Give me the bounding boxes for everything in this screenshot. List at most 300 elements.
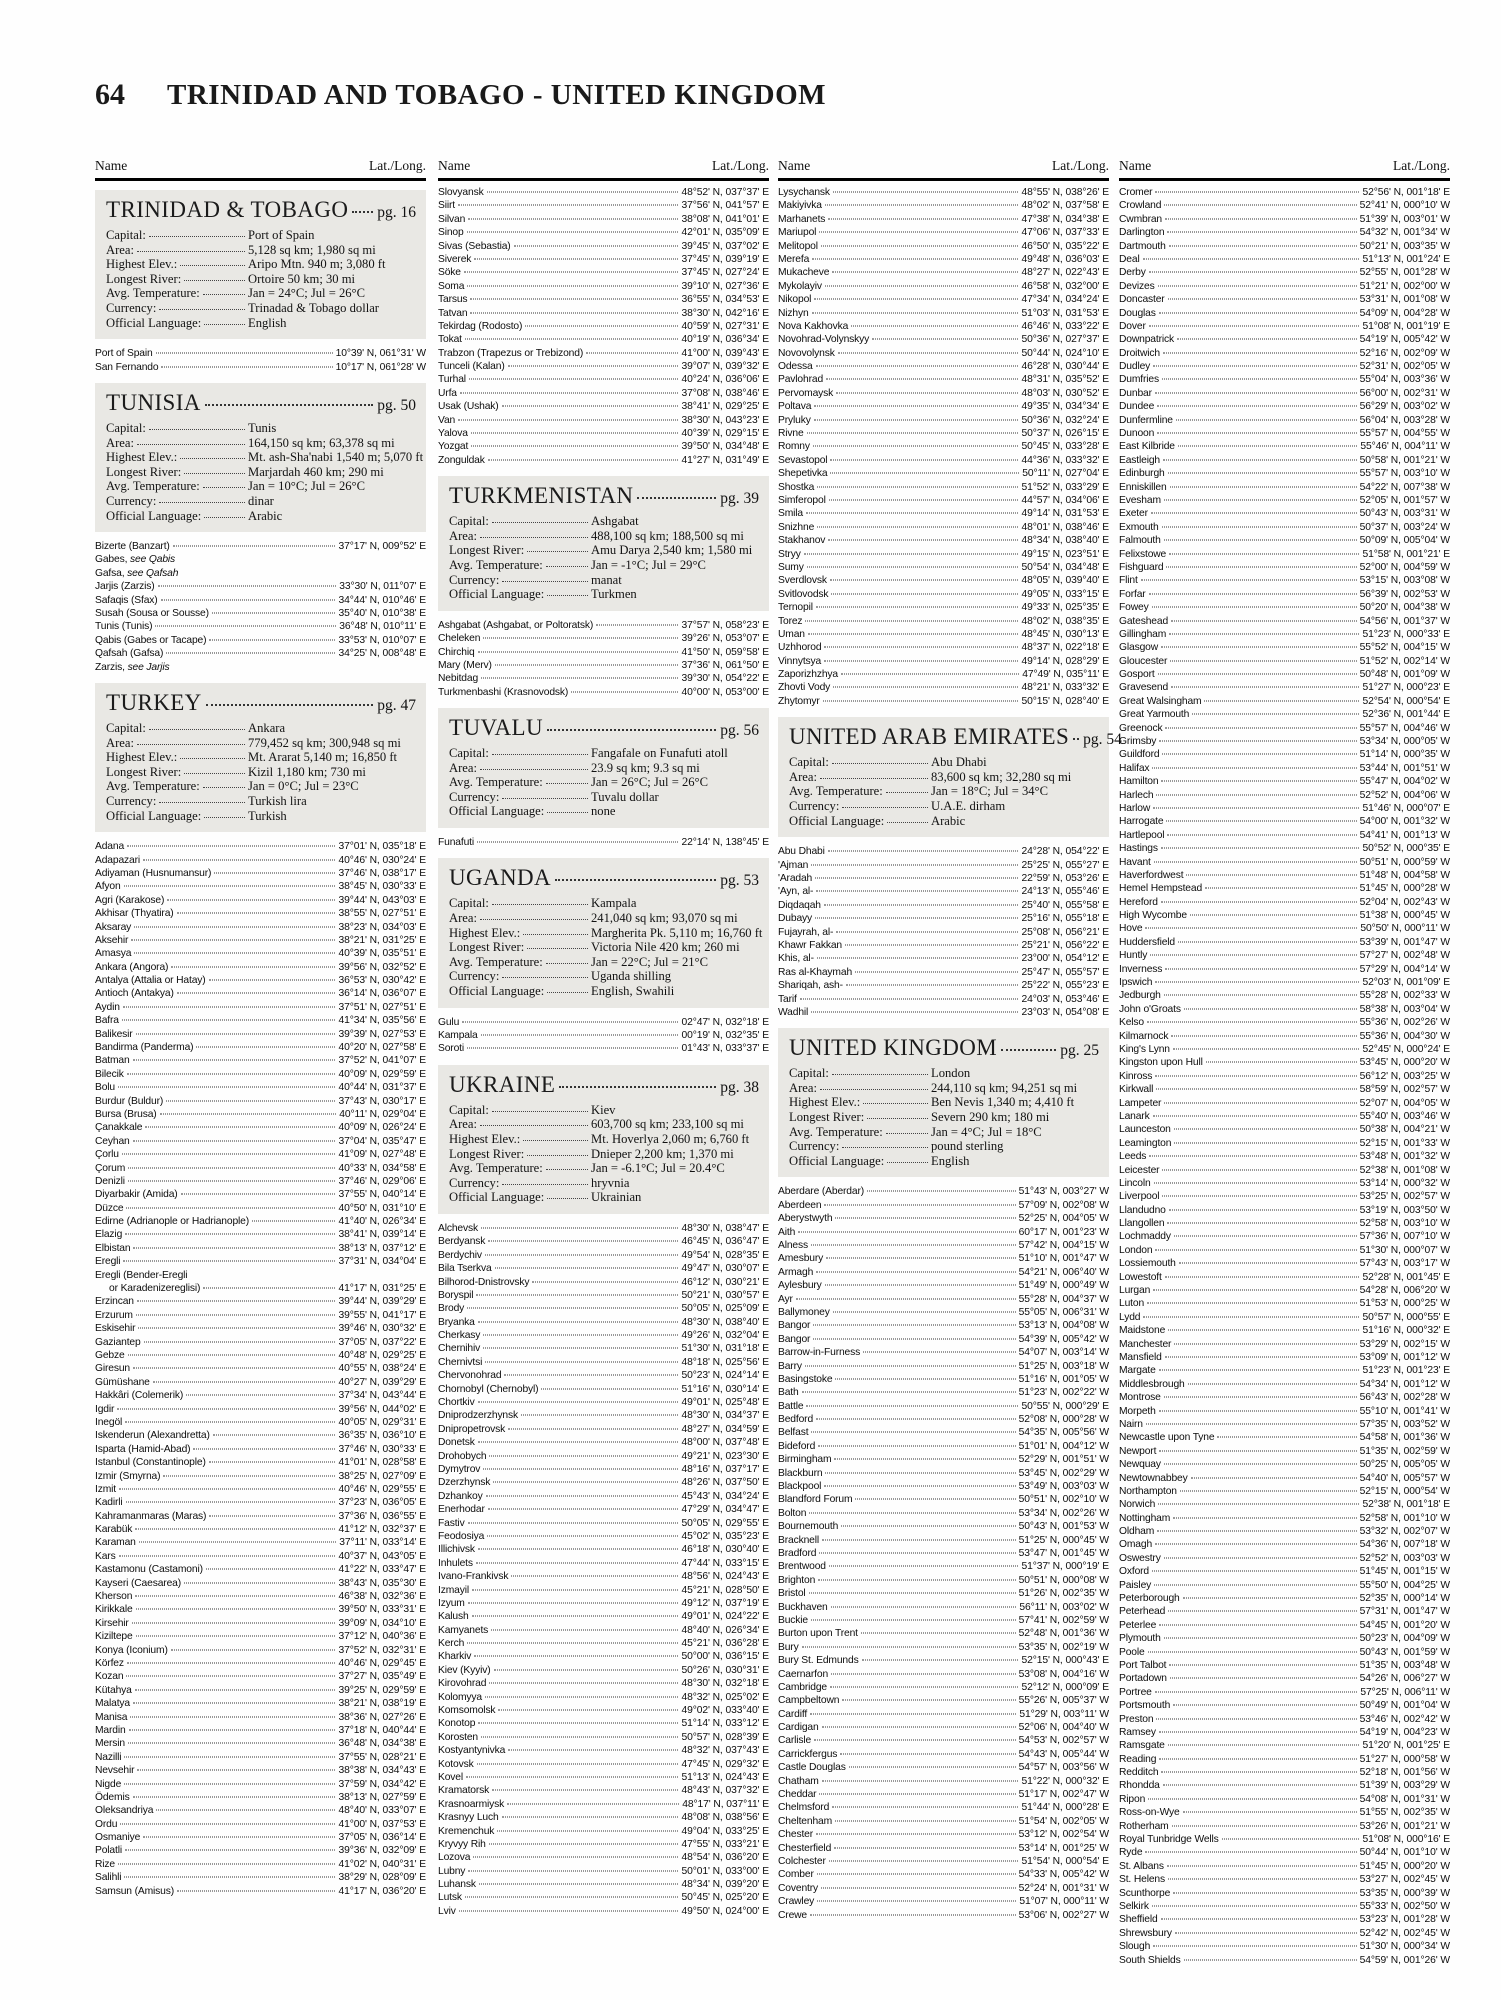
dot-leader xyxy=(800,998,1019,999)
dot-leader xyxy=(196,1047,335,1048)
place-row xyxy=(95,1670,426,1683)
place-coord: 36°48' N, 010°11' E xyxy=(339,621,426,633)
fact-value: hryvnia xyxy=(591,1175,630,1190)
place-coord: 54°07' N, 003°14' W xyxy=(1018,1347,1109,1359)
place-row xyxy=(778,695,1109,708)
place-coord: 52°24' N, 001°31' W xyxy=(1018,1882,1109,1894)
dot-leader xyxy=(166,1100,335,1101)
place-row xyxy=(778,427,1109,440)
country-section xyxy=(438,708,769,828)
country-fact-row xyxy=(106,243,416,258)
place-row xyxy=(438,1570,769,1583)
dot-leader xyxy=(465,339,679,340)
place-coord: 54°28' N, 006°20' W xyxy=(1359,1285,1450,1297)
place-name: Susah (Sousa or Sousse) xyxy=(95,608,209,620)
place-row xyxy=(438,1235,769,1248)
dot-leader xyxy=(1154,1182,1357,1183)
country-title-row xyxy=(449,715,759,741)
dot-leader xyxy=(828,540,1018,541)
dot-leader xyxy=(1153,366,1356,367)
place-row xyxy=(778,1641,1109,1654)
dot-leader xyxy=(867,1191,1016,1192)
place-name: Bilhorod-Dnistrovsky xyxy=(438,1276,530,1288)
place-coord: 49°14' N, 028°29' E xyxy=(1021,655,1109,667)
place-name: Dundee xyxy=(1119,401,1155,413)
place-coord: 58°38' N, 003°04' W xyxy=(1359,1003,1450,1015)
dot-leader xyxy=(1171,1035,1356,1036)
place-name: Chatham xyxy=(778,1775,819,1787)
dot-leader xyxy=(133,1796,336,1797)
place-row xyxy=(1119,748,1450,761)
place-row xyxy=(778,859,1109,872)
place-name: Feodosiya xyxy=(438,1530,485,1542)
place-row xyxy=(1119,1030,1450,1043)
place-coord: 46°12' N, 030°21' E xyxy=(681,1276,769,1288)
place-name: Fujayrah, al- xyxy=(778,926,834,938)
place-row xyxy=(438,440,769,453)
place-coord: 57°27' N, 002°48' W xyxy=(1359,950,1450,962)
place-name: Lurgan xyxy=(1119,1285,1151,1297)
country-fact-row xyxy=(449,1132,759,1147)
place-name: Rhondda xyxy=(1119,1780,1160,1792)
dot-leader xyxy=(135,1529,335,1530)
place-coord: 47°45' N, 029°32' E xyxy=(681,1758,769,1770)
dot-leader xyxy=(1152,1906,1357,1907)
place-name: Novovolynsk xyxy=(778,347,835,359)
place-coord: 41°22' N, 033°47' E xyxy=(338,1564,426,1576)
place-row xyxy=(778,1668,1109,1681)
place-coord: 51°55' N, 002°35' W xyxy=(1359,1807,1450,1819)
fact-value: Tunis xyxy=(248,420,277,435)
fact-value: dinar xyxy=(248,493,274,508)
place-row xyxy=(1119,1525,1450,1538)
dot-leader xyxy=(470,299,678,300)
place-name: Enniskillen xyxy=(1119,481,1167,493)
place-name: Newcastle upon Tyne xyxy=(1119,1432,1215,1444)
dot-leader xyxy=(825,205,1019,206)
dot-leader xyxy=(586,352,678,353)
dot-leader xyxy=(834,1847,1015,1848)
place-name: Huddersfield xyxy=(1119,936,1176,948)
place-row xyxy=(1119,507,1450,520)
place-coord: 37°04' N, 035°47' E xyxy=(338,1135,426,1147)
dot-leader xyxy=(135,1689,336,1690)
place-row xyxy=(438,1597,769,1610)
place-name: Aksehir xyxy=(95,934,129,946)
place-name: Hemel Hempstead xyxy=(1119,883,1203,895)
place-coord: 55°26' N, 005°37' W xyxy=(1018,1695,1109,1707)
column-header-name: Name xyxy=(1119,158,1152,173)
fact-head xyxy=(106,779,248,794)
dot-leader xyxy=(1188,1383,1357,1384)
place-row xyxy=(1119,307,1450,320)
country-page-ref: pg. 39 xyxy=(720,490,759,508)
place-row xyxy=(438,1369,769,1382)
dot-leader xyxy=(831,593,1018,594)
place-coord: 51°39' N, 003°01' W xyxy=(1359,213,1450,225)
place-row xyxy=(95,907,426,920)
place-row xyxy=(95,1269,426,1282)
place-row xyxy=(1119,333,1450,346)
dot-leader xyxy=(498,1710,678,1711)
place-name: Bizerte (Banzart) xyxy=(95,541,170,553)
dot-leader xyxy=(596,624,678,625)
place-name: Tekirdag (Rodosto) xyxy=(438,320,523,332)
dot-leader xyxy=(829,499,1019,500)
place-name: Elbistan xyxy=(95,1242,131,1254)
place-row xyxy=(778,1480,1109,1493)
place-name: Aberystwyth xyxy=(778,1213,833,1225)
dot-leader xyxy=(842,1147,928,1148)
fact-value: Turkish lira xyxy=(248,793,307,808)
place-coord: 55°57' N, 004°46' W xyxy=(1359,722,1450,734)
place-name: Aydin xyxy=(95,1001,120,1013)
place-name: Battle xyxy=(778,1400,804,1412)
place-name: Cardiff xyxy=(778,1708,808,1720)
dot-leader xyxy=(1154,861,1357,862)
place-coord: 40°46' N, 029°45' E xyxy=(338,1657,426,1669)
dot-leader xyxy=(486,1495,679,1496)
place-row xyxy=(95,1242,426,1255)
place-row xyxy=(95,634,426,647)
place-coord: 51°54' N, 000°54' E xyxy=(1021,1855,1109,1867)
place-name: Mary (Merv) xyxy=(438,659,492,671)
dot-leader xyxy=(833,192,1019,193)
place-coord: 52°06' N, 004°40' W xyxy=(1018,1722,1109,1734)
place-row xyxy=(1119,815,1450,828)
place-coord: 23°00' N, 054°12' E xyxy=(1021,953,1109,965)
place-name: Gebze xyxy=(95,1350,125,1361)
fact-label: Official Language: xyxy=(449,1190,545,1205)
place-coord: 38°13' N, 037°12' E xyxy=(338,1242,426,1254)
country-fact-row xyxy=(106,721,416,736)
place-row xyxy=(1119,1445,1450,1458)
fact-head xyxy=(449,896,591,911)
dot-leader xyxy=(1167,232,1356,233)
place-name: Kamyanets xyxy=(438,1624,489,1636)
place-coord: 57°41' N, 002°59' W xyxy=(1018,1614,1109,1626)
place-row xyxy=(1119,1605,1450,1618)
place-name: 'Aradah xyxy=(778,872,813,884)
place-name: Chernihiv xyxy=(438,1343,481,1355)
dot-leader xyxy=(492,904,588,905)
country-title-row xyxy=(449,483,759,509)
dot-leader xyxy=(128,1167,335,1168)
place-coord: 40°59' N, 027°31' E xyxy=(681,320,769,332)
place-coord: 24°03' N, 053°46' E xyxy=(1021,993,1109,1005)
place-coord: 56°04' N, 003°28' W xyxy=(1359,414,1450,426)
fact-value: Kampala xyxy=(591,896,637,911)
place-coord: 25°40' N, 055°58' E xyxy=(1021,899,1109,911)
place-name: London xyxy=(1119,1244,1153,1256)
place-row xyxy=(778,1306,1109,1319)
place-name: Bangor xyxy=(778,1320,811,1332)
place-row xyxy=(778,872,1109,885)
dot-leader xyxy=(478,1549,679,1550)
place-name: Mardin xyxy=(95,1724,126,1736)
country-title: UGANDA xyxy=(449,865,552,891)
dot-leader xyxy=(184,280,245,281)
place-row xyxy=(1119,1806,1450,1819)
place-name: Darlington xyxy=(1119,227,1165,239)
place-name: Cambridge xyxy=(778,1681,828,1693)
place-coord: 41°27' N, 031°49' E xyxy=(681,454,769,466)
dot-leader xyxy=(1192,714,1359,715)
place-row xyxy=(1119,842,1450,855)
fact-label: Highest Elev.: xyxy=(106,257,178,272)
place-name: Amasya xyxy=(95,948,132,960)
place-name: Khis, al- xyxy=(778,953,814,965)
place-row xyxy=(95,361,426,374)
country-fact-row xyxy=(789,1066,1099,1081)
place-name: Edirne (Adrianople or Hadrianople) xyxy=(95,1216,250,1228)
place-coord: 48°05' N, 039°40' E xyxy=(1021,575,1109,587)
dot-leader xyxy=(1151,513,1357,514)
fact-value: Jan = 26°C; Jul = 26°C xyxy=(591,775,708,790)
place-row xyxy=(1119,1472,1450,1485)
place-name: Silvan xyxy=(438,213,466,225)
dot-leader xyxy=(1167,1223,1356,1224)
place-row xyxy=(438,320,769,333)
place-name: Bursa (Brusa) xyxy=(95,1108,157,1120)
dot-leader xyxy=(808,633,1019,634)
place-name: 'Ajman xyxy=(778,859,809,871)
place-coord: 55°28' N, 002°33' W xyxy=(1359,990,1450,1002)
fact-label: Avg. Temperature: xyxy=(449,557,543,572)
place-row xyxy=(1119,976,1450,989)
place-row xyxy=(95,1778,426,1791)
fact-label: Currency: xyxy=(449,969,500,984)
place-name: Isparta (Hamid-Abad) xyxy=(95,1443,191,1455)
dot-leader xyxy=(1206,1062,1357,1063)
dot-leader xyxy=(1174,1142,1356,1143)
place-row xyxy=(95,1577,426,1590)
dot-leader xyxy=(458,205,678,206)
dot-leader xyxy=(1161,1772,1356,1773)
dot-leader xyxy=(119,1488,335,1489)
dot-leader xyxy=(814,1740,1015,1741)
place-name: Gloucester xyxy=(1119,655,1168,667)
fact-value: Victoria Nile 420 km; 260 mi xyxy=(591,940,740,955)
place-coord: 57°09' N, 002°08' W xyxy=(1018,1199,1109,1211)
place-name: Hereford xyxy=(1119,896,1158,908)
dot-leader xyxy=(842,807,928,808)
dot-leader xyxy=(1176,419,1357,420)
fact-label: Longest River: xyxy=(789,1110,865,1125)
place-coord: 53°34' N, 002°26' W xyxy=(1018,1507,1109,1519)
fact-value: Turkish xyxy=(248,808,287,823)
place-row xyxy=(1119,186,1450,199)
place-row xyxy=(95,1135,426,1148)
place-coord: 10°17' N, 061°28' W xyxy=(335,361,426,373)
dot-leader xyxy=(1167,1865,1357,1866)
place-coord: 51°29' N, 003°11' W xyxy=(1019,1708,1109,1720)
fact-head xyxy=(789,799,931,814)
place-name: Sumy xyxy=(778,561,804,573)
place-coord: 39°09' N, 034°10' E xyxy=(338,1617,426,1629)
place-name: Dunoon xyxy=(1119,428,1155,440)
place-coord: 49°04' N, 033°25' E xyxy=(681,1825,769,1837)
place-name: Krasnoarmiysk xyxy=(438,1798,505,1810)
country-fact-row xyxy=(449,896,759,911)
place-coord: 48°30' N, 032°18' E xyxy=(681,1678,769,1690)
place-coord: 37°46' N, 038°17' E xyxy=(338,867,426,879)
place-row xyxy=(778,307,1109,320)
place-row xyxy=(1119,1311,1450,1324)
fact-value: London xyxy=(931,1066,971,1081)
country-fact-row xyxy=(449,911,759,926)
place-name: Ordu xyxy=(95,1818,118,1830)
place-name: Greenock xyxy=(1119,722,1163,734)
place-row xyxy=(1119,213,1450,226)
place-coord: 37°18' N, 040°44' E xyxy=(338,1724,426,1736)
column-header xyxy=(1119,158,1450,181)
place-row xyxy=(95,867,426,880)
place-name: Kiziltepe xyxy=(95,1631,133,1643)
dot-leader xyxy=(1174,1236,1357,1237)
dot-leader xyxy=(547,729,716,731)
country-fact-row xyxy=(106,228,416,243)
place-row xyxy=(95,961,426,974)
dot-leader xyxy=(1178,941,1357,942)
place-name: Ipswich xyxy=(1119,977,1153,989)
place-row xyxy=(438,333,769,346)
place-row xyxy=(1119,1552,1450,1565)
place-coord: 48°27' N, 022°43' E xyxy=(1021,267,1109,279)
dot-leader xyxy=(213,1435,336,1436)
dot-leader xyxy=(521,1415,678,1416)
fact-value: Mt. Ararat 5,140 m; 16,850 ft xyxy=(248,750,398,765)
place-name: Kirovohrad xyxy=(438,1678,487,1690)
place-coord: 53°09' N, 001°12' W xyxy=(1359,1351,1450,1363)
fact-label: Capital: xyxy=(789,755,829,770)
dot-leader xyxy=(1183,1812,1357,1813)
place-coord: 57°31' N, 001°47' W xyxy=(1359,1606,1450,1618)
country-fact-row xyxy=(449,804,759,819)
dot-leader xyxy=(1155,1691,1358,1692)
place-coord: 37°36' N, 061°50' E xyxy=(681,659,769,671)
place-row xyxy=(438,1463,769,1476)
place-coord: 45°43' N, 034°24' E xyxy=(681,1490,769,1502)
dot-leader xyxy=(1169,245,1357,246)
dot-leader xyxy=(161,599,336,600)
place-row xyxy=(1119,1538,1450,1551)
dot-leader xyxy=(466,1776,678,1777)
place-coord: 51°58' N, 001°21' E xyxy=(1362,548,1450,560)
place-row xyxy=(1119,1257,1450,1270)
dot-leader xyxy=(133,1060,336,1061)
place-row xyxy=(1119,1431,1450,1444)
place-coord: 50°00' N, 036°15' E xyxy=(681,1651,769,1663)
place-name: Nairn xyxy=(1119,1418,1143,1430)
country-title-row xyxy=(449,865,759,891)
dot-leader xyxy=(124,886,336,887)
place-name: Peterhead xyxy=(1119,1606,1166,1618)
dot-leader xyxy=(1173,1517,1356,1518)
place-row xyxy=(95,1108,426,1121)
place-row xyxy=(438,672,769,685)
place-coord: 40°48' N, 029°25' E xyxy=(338,1350,426,1361)
place-name: Usak (Ushak) xyxy=(438,401,499,413)
fact-label: Longest River: xyxy=(106,464,182,479)
place-row xyxy=(778,1440,1109,1453)
place-name: Soma xyxy=(438,280,465,292)
dot-leader xyxy=(1170,1678,1357,1679)
place-row xyxy=(1119,1753,1450,1766)
fact-label: Avg. Temperature: xyxy=(106,479,200,494)
dot-leader xyxy=(829,1860,1019,1861)
dot-leader xyxy=(804,553,1019,554)
dot-leader xyxy=(481,1227,678,1228)
dot-leader xyxy=(480,769,588,770)
place-coord: 52°42' N, 002°45' W xyxy=(1359,1927,1450,1939)
place-name: Tarif xyxy=(778,993,797,1005)
dot-leader xyxy=(872,339,1018,340)
place-coord: 49°54' N, 028°35' E xyxy=(681,1249,769,1261)
country-fact-row xyxy=(449,558,759,573)
place-row xyxy=(438,619,769,632)
place-name: Stakhanov xyxy=(778,535,826,547)
place-name: Mersin xyxy=(95,1738,125,1750)
dot-leader xyxy=(527,1155,588,1156)
dot-leader xyxy=(886,792,928,793)
place-coord: 40°39' N, 029°15' E xyxy=(681,428,769,440)
dot-leader xyxy=(1149,325,1360,326)
dot-leader xyxy=(828,851,1019,852)
dot-leader xyxy=(492,522,588,523)
dot-leader xyxy=(479,1884,679,1885)
place-name: Tunis (Tunis) xyxy=(95,621,153,633)
dot-leader xyxy=(1165,727,1356,728)
place-name: Dzerzhynsk xyxy=(438,1477,491,1489)
dot-leader xyxy=(1150,955,1356,956)
place-coord: 55°40' N, 003°46' W xyxy=(1359,1110,1450,1122)
dot-leader xyxy=(807,433,1019,434)
fact-label: Avg. Temperature: xyxy=(449,1161,543,1176)
place-row xyxy=(438,347,769,360)
fact-value: Mt. Hoverlya 2,060 m; 6,760 ft xyxy=(591,1131,750,1146)
place-coord: 48°08' N, 038°56' E xyxy=(681,1812,769,1824)
dot-leader xyxy=(1152,767,1356,768)
place-coord: 39°26' N, 053°07' E xyxy=(681,633,769,645)
dot-leader xyxy=(167,899,335,900)
fact-value: 244,110 sq km; 94,251 sq mi xyxy=(931,1080,1078,1095)
place-coord: 55°57' N, 004°55' W xyxy=(1359,428,1450,440)
place-name: Harlech xyxy=(1119,789,1154,801)
place-row xyxy=(95,894,426,907)
fact-value: Ben Nevis 1,340 m; 4,410 ft xyxy=(931,1095,1075,1110)
place-coord: 51°35' N, 003°48' W xyxy=(1359,1659,1450,1671)
fact-value: 164,150 sq km; 63,378 sq mi xyxy=(248,435,395,450)
place-coord: 34°25' N, 008°48' E xyxy=(338,648,426,660)
place-name: Haverfordwest xyxy=(1119,869,1184,881)
place-row xyxy=(1119,802,1450,815)
place-row xyxy=(95,1416,426,1429)
country-fact-row xyxy=(106,509,416,524)
place-coord: 52°55' N, 001°28' W xyxy=(1359,267,1450,279)
place-coord: 40°27' N, 039°29' E xyxy=(338,1376,426,1388)
place-row xyxy=(1119,601,1450,614)
place-coord: 47°55' N, 033°21' E xyxy=(681,1838,769,1850)
place-coord: 39°10' N, 027°36' E xyxy=(681,280,769,292)
dot-leader xyxy=(1173,1049,1360,1050)
place-coord: 41°01' N, 028°58' E xyxy=(338,1457,426,1469)
column-header-latlong: Lat./Long. xyxy=(1052,158,1109,173)
place-row xyxy=(438,266,769,279)
dot-leader xyxy=(204,324,245,325)
place-row xyxy=(95,1871,426,1884)
place-name: Aberdeen xyxy=(778,1199,822,1211)
